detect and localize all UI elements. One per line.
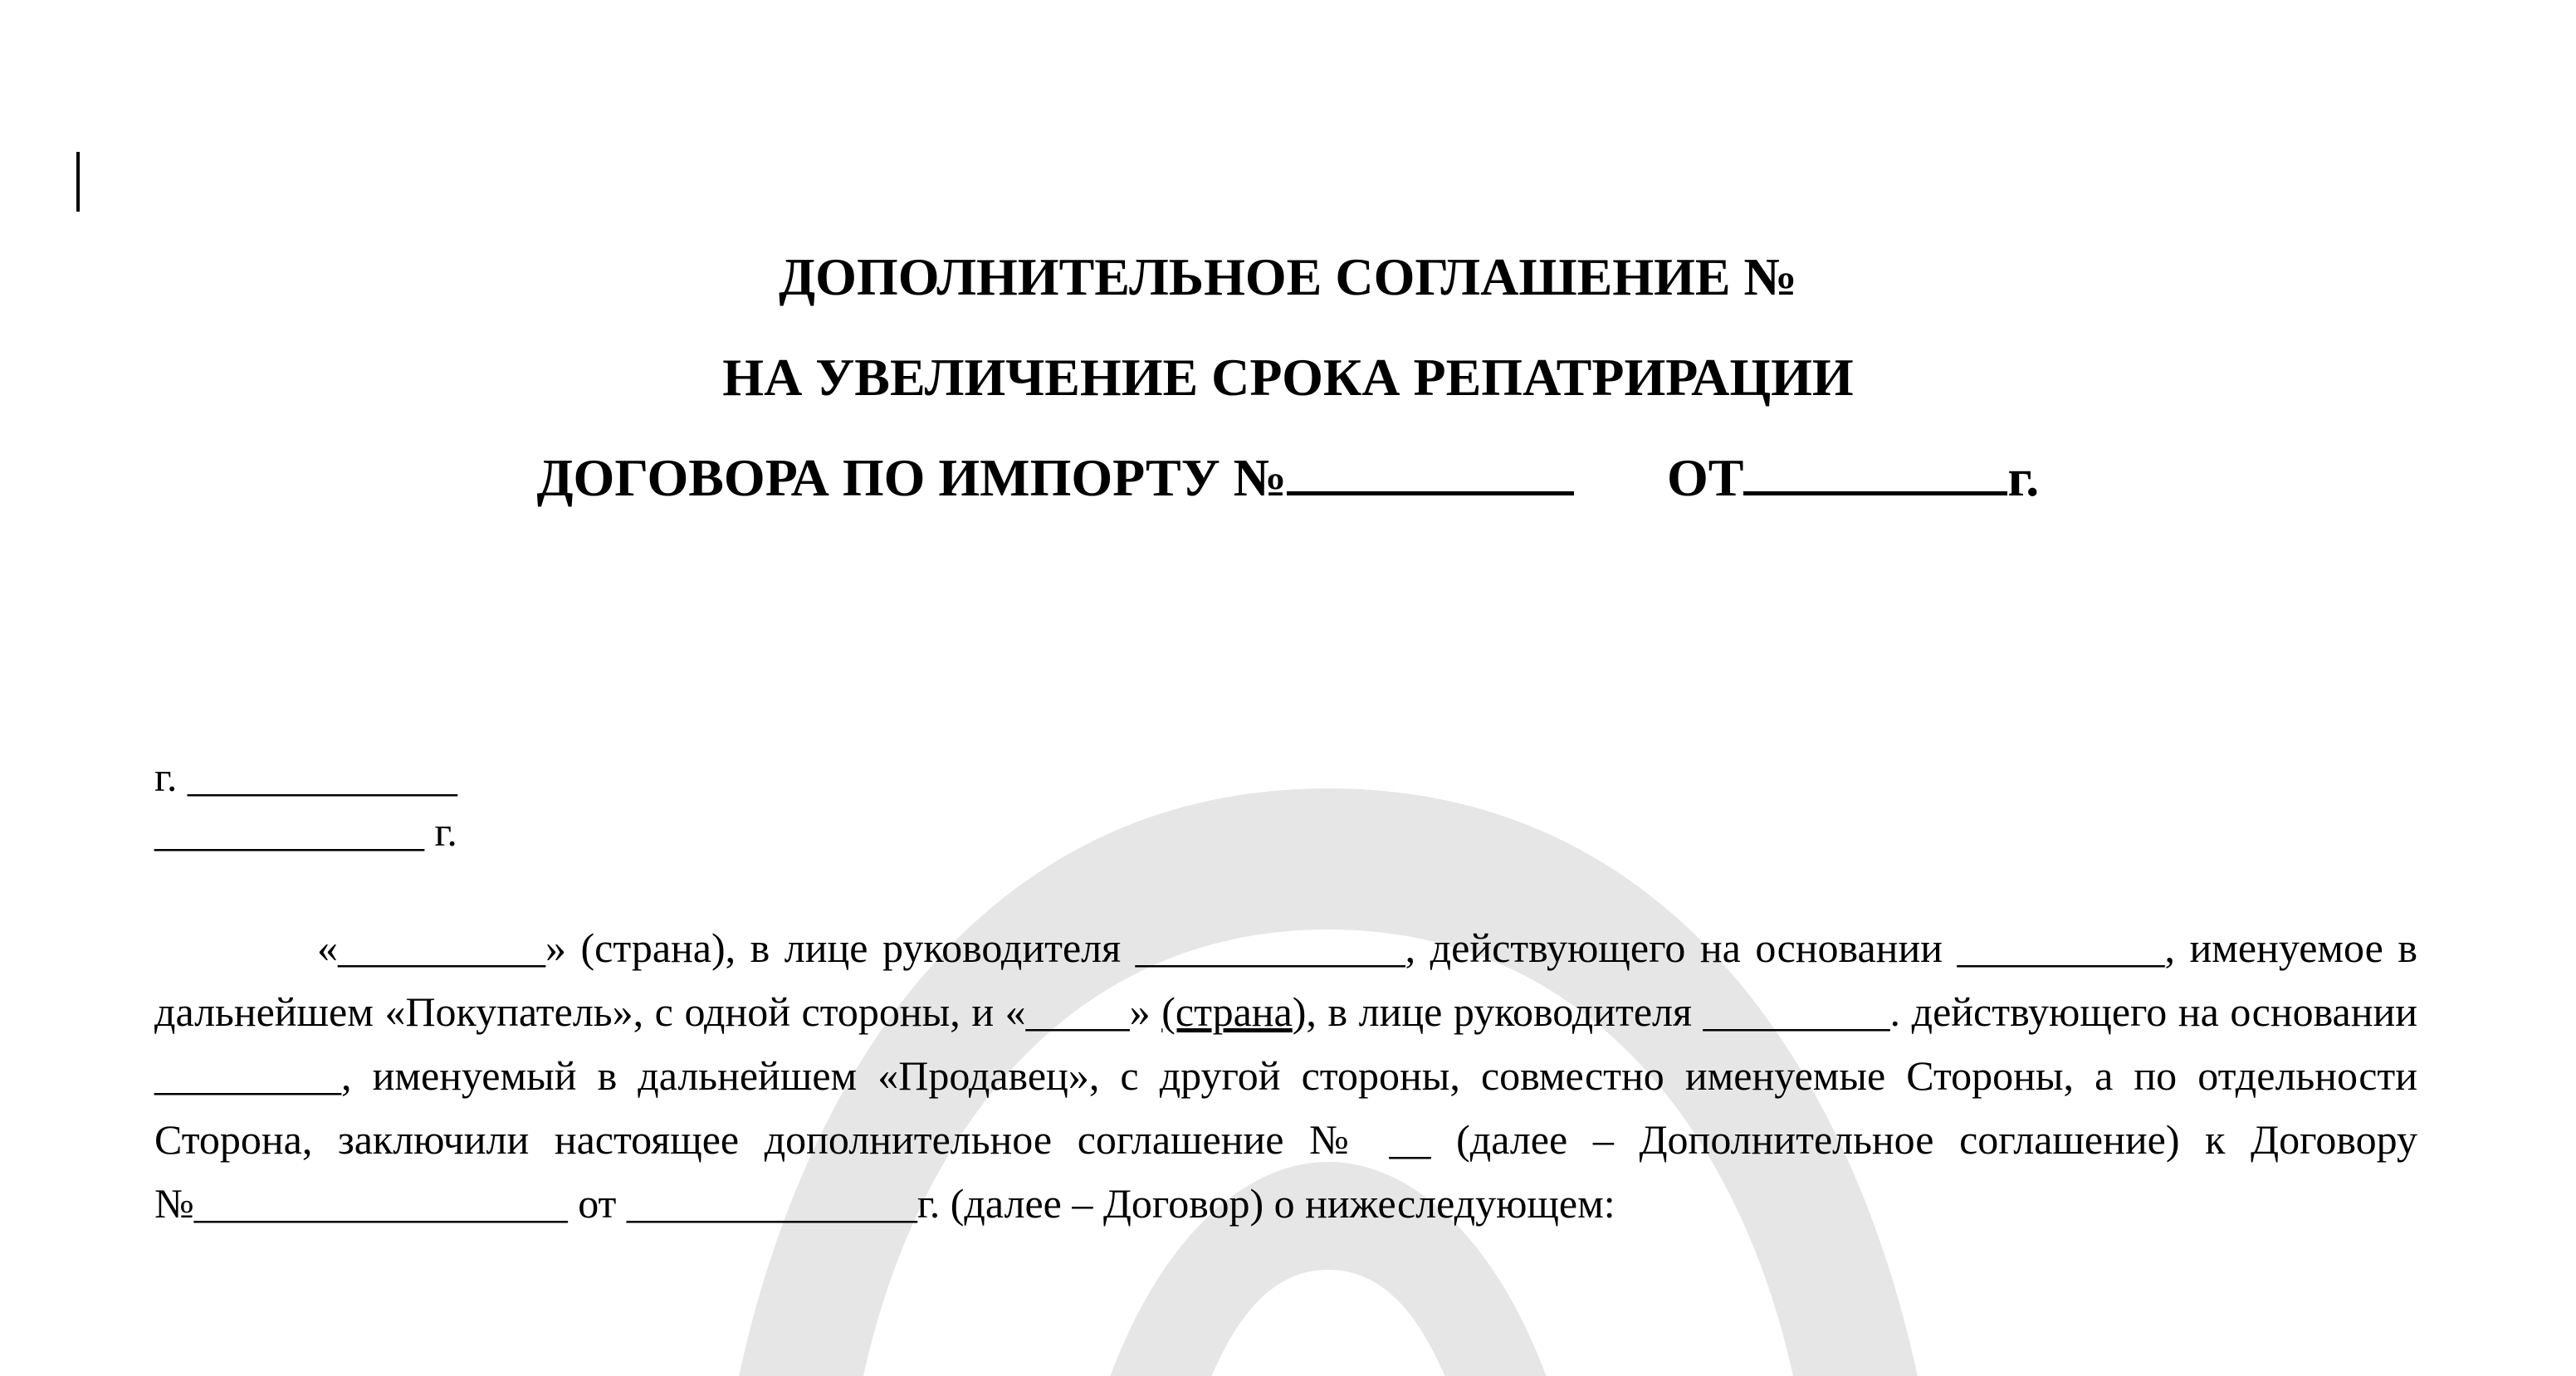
title-line-3-prefix: ДОГОВОРА ПО ИМПОРТУ № — [536, 448, 1287, 507]
preamble-part-2: ), в лице руководителя _________. действующего на основании _________, именуемый в дальнейшем «Продавец», с другой стороны, совместно именуемые Стороны, а по отдельности Сторона, заключили настоящее дополнительное соглашение № __ (далее – Дополнительное соглашение) к Договору №__________________ от ______________г. (далее – Договор) о нижеследующем: — [154, 988, 2417, 1227]
title-line-3-suffix: г. — [2007, 448, 2040, 507]
contract-date-blank — [1743, 445, 2007, 495]
text-cursor — [76, 152, 80, 212]
title-line-3-from: ОТ — [1666, 448, 1744, 507]
title-line-3 — [0, 445, 2576, 511]
title-line-3-inner — [537, 445, 2040, 511]
preamble-part-1: «__________» (страна), в лице руководителя _____________, действующего на основании __________, именуемое в дальнейшем «Покупатель», с одной стороны, и «_____» — [154, 925, 2417, 1035]
date-line: _____________ г. — [154, 808, 457, 855]
preamble-paragraph — [154, 916, 2417, 1236]
title-line-2: НА УВЕЛИЧЕНИЕ СРОКА РЕПАТРИРАЦИИ — [722, 348, 1854, 407]
city-line: г. _____________ — [154, 754, 457, 800]
preamble-underlined: (страна — [1161, 988, 1293, 1035]
title-line-1: ДОПОЛНИТЕЛЬНОЕ СОГЛАШЕНИЕ № — [779, 247, 1797, 306]
contract-number-blank — [1287, 445, 1574, 495]
